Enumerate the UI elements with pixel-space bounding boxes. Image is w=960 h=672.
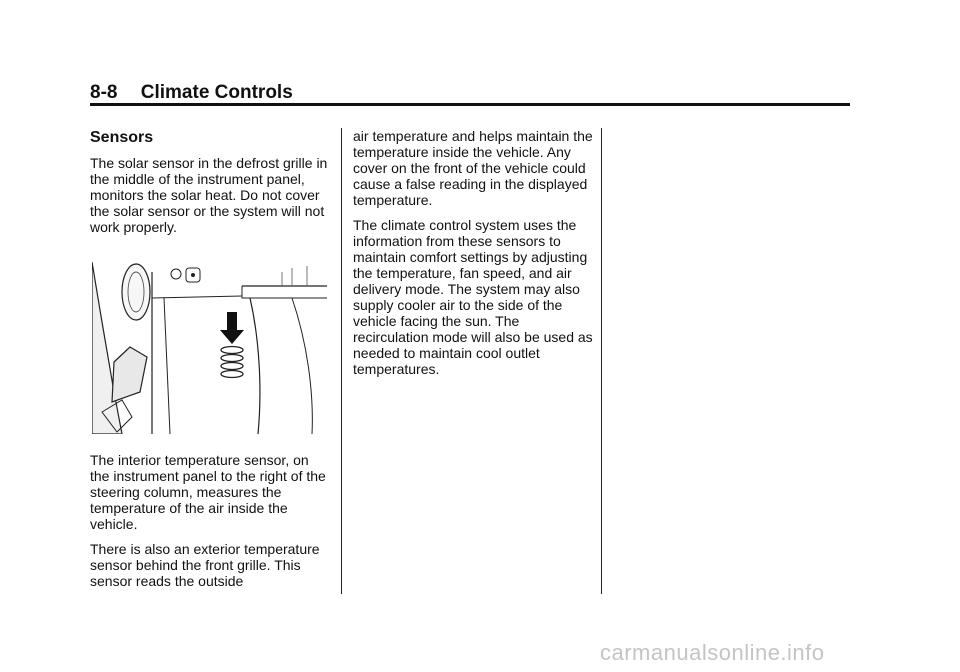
- column-divider-1: [341, 128, 342, 594]
- column-divider-2: [601, 128, 602, 594]
- interior-sensor-paragraph: The interior temperature sensor, on the instrument panel to the right of the steering column, measures the temperature of the air inside the vehicle.: [90, 452, 326, 532]
- watermark: carmanualsonline.info: [600, 640, 825, 665]
- illustration-svg: [92, 262, 327, 434]
- column-2: [353, 128, 593, 386]
- section-title: Climate Controls: [140, 82, 293, 103]
- sensors-heading: Sensors: [90, 129, 154, 146]
- exterior-sensor-paragraph-part-2: air temperature and helps maintain the temperature inside the vehicle. Any cover on the front of the vehicle could cause a false reading in the displayed temperature.: [353, 128, 593, 208]
- exterior-sensor-paragraph-part-1: There is also an exterior temperature sensor behind the front grille. This sensor reads the outside: [90, 541, 320, 589]
- climate-system-paragraph: The climate control system uses the information from these sensors to maintain comfort settings by adjusting the temperature, fan speed, and air delivery mode. The system may also supply cooler air to the side of the vehicle facing the sun. The recirculation mode will also be used as needed to maintain cool outlet temperatures.: [353, 217, 593, 377]
- page-number: 8-8: [90, 82, 118, 103]
- column-1-lower: [90, 452, 330, 598]
- header-rule: [90, 103, 850, 106]
- solar-sensor-paragraph: The solar sensor in the defrost grille in the middle of the instrument panel, monitors the solar heat. Do not cover the solar sensor or the system will not work properly.: [90, 155, 328, 235]
- interior-sensor-illustration: [92, 262, 327, 434]
- column-1: [90, 128, 330, 244]
